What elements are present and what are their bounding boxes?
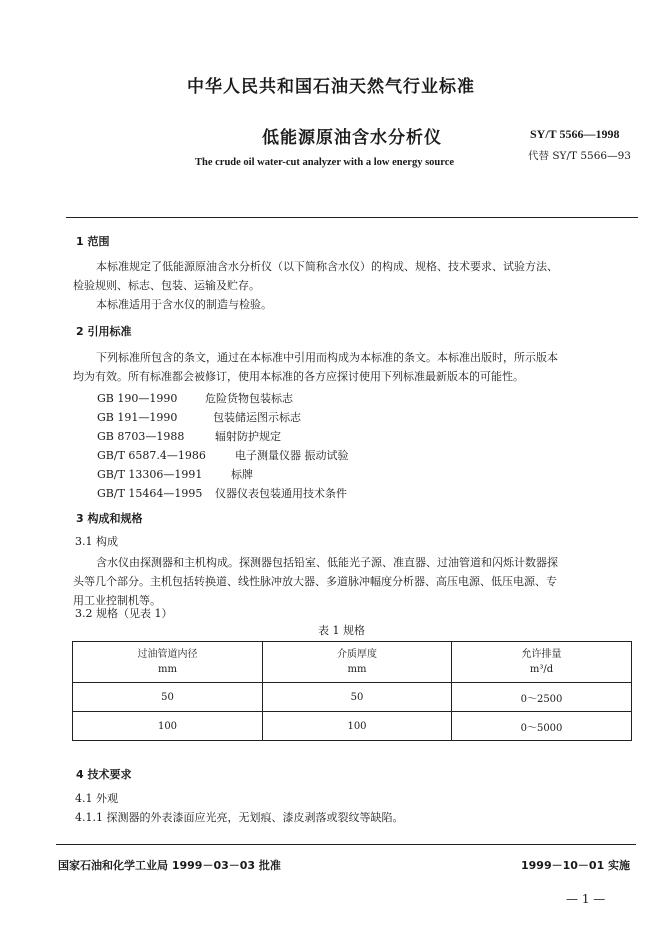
table-cell: 50 bbox=[73, 683, 263, 712]
replaced-standard: 代替 SY/T 5566—93 bbox=[528, 150, 631, 162]
standard-code: SY/T 5566—1998 bbox=[530, 127, 620, 141]
reference-code: GB 190—1990 bbox=[97, 392, 178, 405]
header-divider bbox=[66, 217, 638, 218]
reference-code: GB 8703—1988 bbox=[97, 430, 185, 443]
standard-title-en: The crude oil water-cut analyzer with a low energy source bbox=[195, 157, 455, 168]
page-number: — 1 — bbox=[566, 892, 606, 906]
table-cell: 100 bbox=[73, 712, 263, 741]
table-1-caption: 表 1 规格 bbox=[318, 624, 365, 637]
header-name: 介质厚度 bbox=[337, 649, 377, 660]
standard-title-cn: 低能源原油含水分析仪 bbox=[262, 128, 442, 148]
section-2-heading: 2 引用标准 bbox=[76, 325, 132, 338]
section-1-para-1-line-2: 检验规则、标志、包装、运输及贮存。 bbox=[73, 279, 260, 292]
table-row bbox=[73, 712, 632, 741]
reference-title: 辐射防护规定 bbox=[215, 430, 281, 443]
table-row bbox=[73, 683, 632, 712]
table-cell: 0～2500 bbox=[452, 683, 632, 712]
header-name: 允许排量 bbox=[521, 649, 562, 660]
reference-item bbox=[97, 428, 281, 444]
section-3-1-line-2: 头等几个部分。主机包括转换道、线性脉冲放大器、多道脉冲幅度分析器、高压电源、低压电源、专 bbox=[73, 575, 557, 588]
section-3-1-heading: 3.1 构成 bbox=[75, 535, 118, 548]
reference-item bbox=[97, 447, 349, 463]
section-4-heading: 4 技术要求 bbox=[76, 768, 132, 781]
header-name: 过油管道内径 bbox=[137, 649, 198, 660]
reference-title: 电子测量仪器 振动试验 bbox=[235, 449, 349, 462]
section-3-1-line-1: 含水仪由探测器和主机构成。探测器包括铅室、低能光子源、准直器、过油管道和闪烁计数器探 bbox=[96, 556, 558, 569]
reference-code: GB/T 13306—1991 bbox=[97, 468, 203, 481]
reference-code: GB/T 15464—1995 bbox=[97, 487, 203, 500]
table-header-row bbox=[73, 642, 632, 683]
table-header-cell bbox=[452, 642, 632, 683]
effective-date: 1999－10－01 实施 bbox=[521, 859, 631, 872]
section-4-1-heading: 4.1 外观 bbox=[75, 792, 118, 805]
reference-item bbox=[97, 485, 347, 501]
reference-item bbox=[97, 466, 253, 482]
approval-date: 国家石油和化学工业局 1999－03－03 批准 bbox=[58, 859, 281, 872]
reference-code: GB/T 6587.4—1986 bbox=[97, 449, 206, 462]
section-2-para-line-2: 均为有效。所有标准都会被修订，使用本标准的各方应探讨使用下列标准最新版本的可能性。 bbox=[73, 370, 524, 383]
section-1-para-2: 本标准适用于含水仪的制造与检验。 bbox=[96, 298, 272, 311]
table-header-cell bbox=[263, 642, 452, 683]
section-3-1-line-3: 用工业控制机等。 bbox=[73, 594, 161, 607]
spec-table bbox=[72, 641, 632, 741]
table-header-cell bbox=[73, 642, 263, 683]
table-cell: 0～5000 bbox=[452, 712, 632, 741]
section-2-para-line-1: 下列标准所包含的条文，通过在本标准中引用而构成为本标准的条文。本标准出版时，所示版本 bbox=[96, 351, 558, 364]
section-1-heading: 1 范围 bbox=[76, 235, 110, 248]
table-cell: 50 bbox=[263, 683, 452, 712]
section-1-para-1-line-1: 本标准规定了低能源原油含水分析仪（以下简称含水仪）的构成、规格、技术要求、试验方法、 bbox=[96, 260, 558, 273]
header-unit: mm bbox=[347, 664, 367, 675]
section-4-1-1-text: 4.1.1 探测器的外表漆面应光亮，无划痕、漆皮剥落或裂纹等缺陷。 bbox=[75, 811, 404, 824]
reference-title: 标牌 bbox=[231, 468, 253, 481]
section-3-heading: 3 构成和规格 bbox=[76, 512, 143, 525]
standard-category-title: 中华人民共和国石油天然气行业标准 bbox=[187, 77, 475, 97]
reference-title: 仪器仪表包装通用技术条件 bbox=[215, 487, 347, 500]
header-unit: m³/d bbox=[529, 664, 554, 675]
section-3-2-heading: 3.2 规格（见表 1） bbox=[75, 607, 173, 620]
reference-code: GB 191—1990 bbox=[97, 411, 178, 424]
reference-title: 危险货物包装标志 bbox=[205, 392, 293, 405]
footer-divider bbox=[56, 844, 636, 845]
reference-item bbox=[97, 390, 293, 406]
reference-title: 包装储运图示标志 bbox=[213, 411, 301, 424]
header-unit: mm bbox=[158, 664, 177, 675]
table-cell: 100 bbox=[263, 712, 452, 741]
reference-item bbox=[97, 409, 301, 425]
